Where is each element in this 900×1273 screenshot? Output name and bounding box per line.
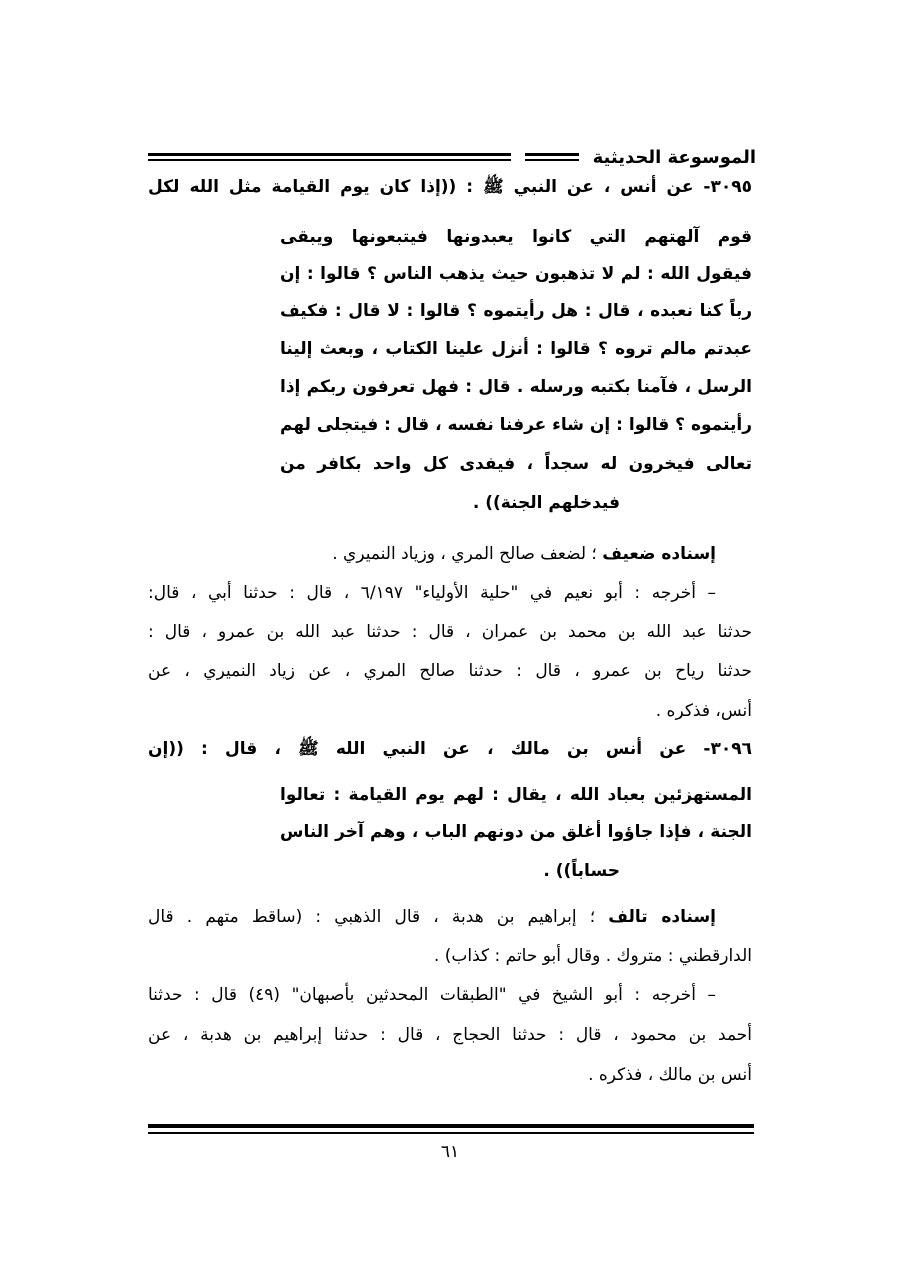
running-header xyxy=(148,140,756,174)
takhrij-3095-line: حدثنا عبد الله بن محمد بن عمران ، قال : حدثنا عبد الله بن عمرو ، قال : xyxy=(148,622,752,642)
footer-rule xyxy=(148,1124,754,1134)
takhrij-3095-line: حدثنا رياح بن عمرو ، قال : حدثنا صالح المري ، عن زياد النميري ، عن xyxy=(148,661,752,681)
hadith-3095-line: رأيتموه ؟ قالوا : إن شاء عرفنا نفسه ، قال : فيتجلى لهم xyxy=(280,415,752,435)
header-rule-short xyxy=(525,153,579,161)
hadith-3095-line: عبدتم مالم تروه ؟ قالوا : أنزل علينا الكتاب ، وبعث إلينا xyxy=(280,339,752,359)
hadith-3095-line: تعالى فيخرون له سجداً ، فيفدى كل واحد بكافر من xyxy=(280,454,752,474)
takhrij-3096-line: – أخرجه : أبو الشيخ في "الطبقات المحدثين بأصبهان" (٤٩) قال : حدثنا xyxy=(148,985,716,1005)
hadith-3096-line: ٣٠٩٦- عن أنس بن مالك ، عن النبي الله ﷺ ، قال : ((إن xyxy=(148,739,752,759)
hadith-3096-line: حساباً)) . xyxy=(543,861,620,881)
isnad-3095 xyxy=(332,539,716,569)
hadith-3095-line: الرسل ، فآمنا بكتبه ورسله . قال : فهل تعرفون ربكم إذا xyxy=(280,377,752,397)
takhrij-3095-line: – أخرجه : أبو نعيم في "حلية الأولياء" ٦/١٩٧ ، قال : حدثنا أبي ، قال: xyxy=(148,583,716,603)
hadith-3095-line: قوم آلهتهم التي كانوا يعبدونها فيتبعونها ويبقى xyxy=(280,227,752,247)
hadith-3095-line: ٣٠٩٥- عن أنس ، عن النبي ﷺ : ((إذا كان يوم القيامة مثل الله لكل xyxy=(148,177,752,197)
page-number: ٦١ xyxy=(440,1142,460,1162)
hadith-3096-line: المستهزئين بعباد الله ، يقال : لهم يوم القيامة : تعالوا xyxy=(280,785,752,805)
takhrij-3096-line: أحمد بن محمود ، قال : حدثنا الحجاج ، قال : حدثنا إبراهيم بن هدبة ، عن xyxy=(148,1025,752,1045)
isnad-reason: ؛ لضعف صالح المري ، وزياد النميري . xyxy=(332,544,603,564)
isnad-3096-cont: الدارقطني : متروك . وقال أبو حاتم : كذاب) . xyxy=(433,946,752,966)
hadith-3095-line: فيقول الله : لم لا تذهبون حيث يذهب الناس ؟ قالوا : إن xyxy=(280,264,752,284)
isnad-verdict: إسناده ضعيف xyxy=(602,544,716,564)
isnad-3096 xyxy=(148,902,716,932)
hadith-3095-line: فيدخلهم الجنة)) . xyxy=(472,493,620,513)
isnad-verdict: إسناده تالف xyxy=(608,907,716,927)
header-rule-long xyxy=(148,153,511,161)
hadith-3096-line: الجنة ، فإذا جاؤوا أغلق من دونهم الباب ، وهم آخر الناس xyxy=(280,822,752,842)
running-header-title: الموسوعة الحديثية xyxy=(592,146,756,168)
takhrij-3095-line: أنس، فذكره . xyxy=(655,701,752,721)
isnad-reason: ؛ إبراهيم بن هدبة ، قال الذهبي : (ساقط متهم . قال xyxy=(148,907,609,927)
hadith-3095-line: رباً كنا نعبده ، قال : هل رأيتموه ؟ قالوا : لا قال : فكيف xyxy=(280,301,752,321)
takhrij-3096-line: أنس بن مالك ، فذكره . xyxy=(588,1065,752,1085)
